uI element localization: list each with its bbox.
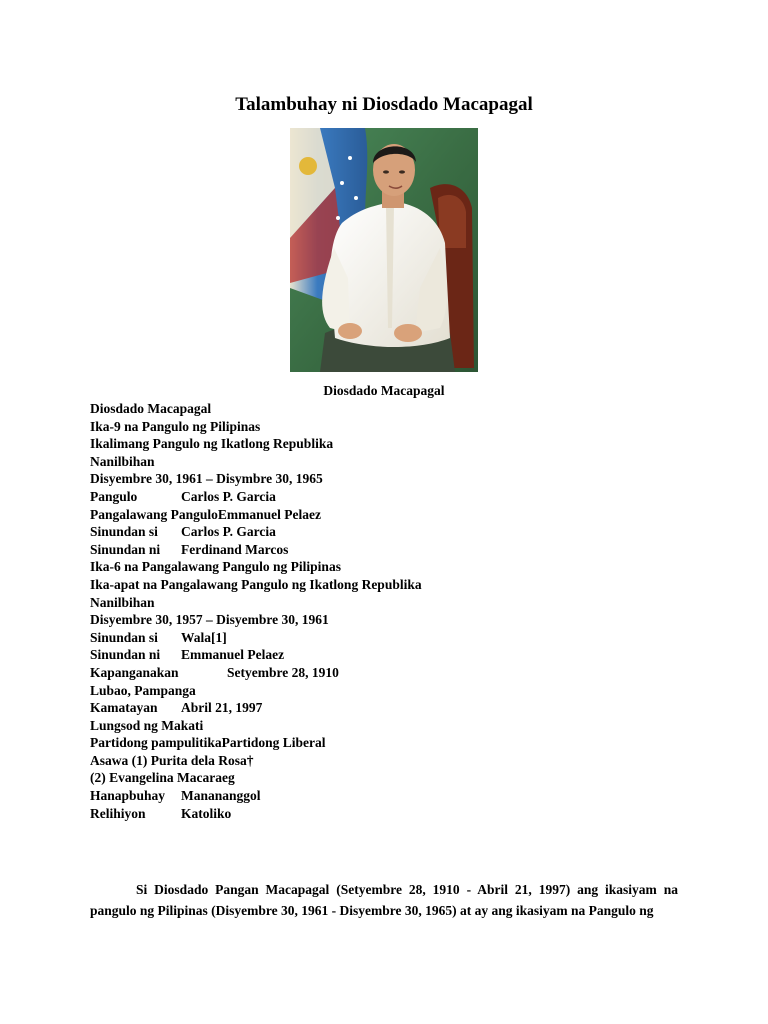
info-value: Ferdinand Marcos [181,541,289,557]
info-row: Disyembre 30, 1957 – Disyembre 30, 1961 [90,612,329,628]
info-row [90,646,690,664]
info-row: Ika-6 na Pangalawang Pangulo ng Pilipinas [90,559,341,575]
info-label: Hanapbuhay [90,788,166,804]
info-row: (2) Evangelina Macaraeg [90,770,235,786]
info-row [90,664,690,682]
info-label: Sinundan ni [90,541,161,557]
info-label: Sinundan si [90,629,158,645]
intro-paragraph: Si Diosdado Pangan Macapagal (Setyembre 28, 1910 - Abril 21, 1997) ang ikasiyam na pangulo ng Pilipinas (Disyembre 30, 1961 - Disyembre 30, 1965) at ay ang ikasiyam na Pangulo ng [90,882,678,918]
info-label: Relihiyon [90,805,146,821]
info-value: Setyembre 28, 1910 [227,664,339,680]
info-row [90,523,690,541]
info-row [90,787,690,805]
info-value: Carlos P. Garcia [181,488,276,504]
info-row: Diosdado Macapagal [90,401,212,416]
info-row [90,699,690,717]
infobox [90,400,690,822]
info-row [90,805,690,823]
info-value: Wala[1] [181,629,227,645]
info-value: Katoliko [181,805,232,821]
info-label: Partidong pampulitika [90,735,222,751]
info-row [90,734,690,752]
info-row: Disyembre 30, 1961 – Disymbre 30, 1965 [90,471,323,487]
info-value: Emmanuel Pelaez [217,506,322,522]
info-label: Sinundan si [90,524,158,540]
info-row: Lungsod ng Makati [90,717,204,733]
info-label: Sinundan ni [90,647,161,663]
info-value: Abril 21, 1997 [181,700,263,716]
info-row: Nanilbihan [90,594,155,610]
document-title: Talambuhay ni Diosdado Macapagal [235,94,533,115]
info-value: Emmanuel Pelaez [181,647,285,663]
info-row: Ika-9 na Pangulo ng Pilipinas [90,418,261,434]
info-row: Ika-apat na Pangalawang Pangulo ng Ikatlong Republika [90,576,422,592]
info-value: Carlos P. Garcia [181,524,276,540]
info-label: Kapanganakan [90,664,179,680]
info-row [90,488,690,506]
info-row [90,506,690,524]
info-label: Pangulo [90,488,138,504]
portrait-image [290,128,478,372]
info-value: Partidong Liberal [221,735,326,751]
info-label: Pangalawang Pangulo [90,506,218,522]
info-row [90,629,690,647]
info-row: Asawa (1) Purita dela Rosa† [90,752,254,768]
info-row: Ikalimang Pangulo ng Ikatlong Republika [90,436,334,452]
info-value: Manananggol [181,788,261,804]
info-label: Kamatayan [90,700,158,716]
info-row: Lubao, Pampanga [90,682,196,698]
info-row [90,541,690,559]
portrait-caption: Diosdado Macapagal [323,383,445,398]
info-row: Nanilbihan [90,453,155,469]
